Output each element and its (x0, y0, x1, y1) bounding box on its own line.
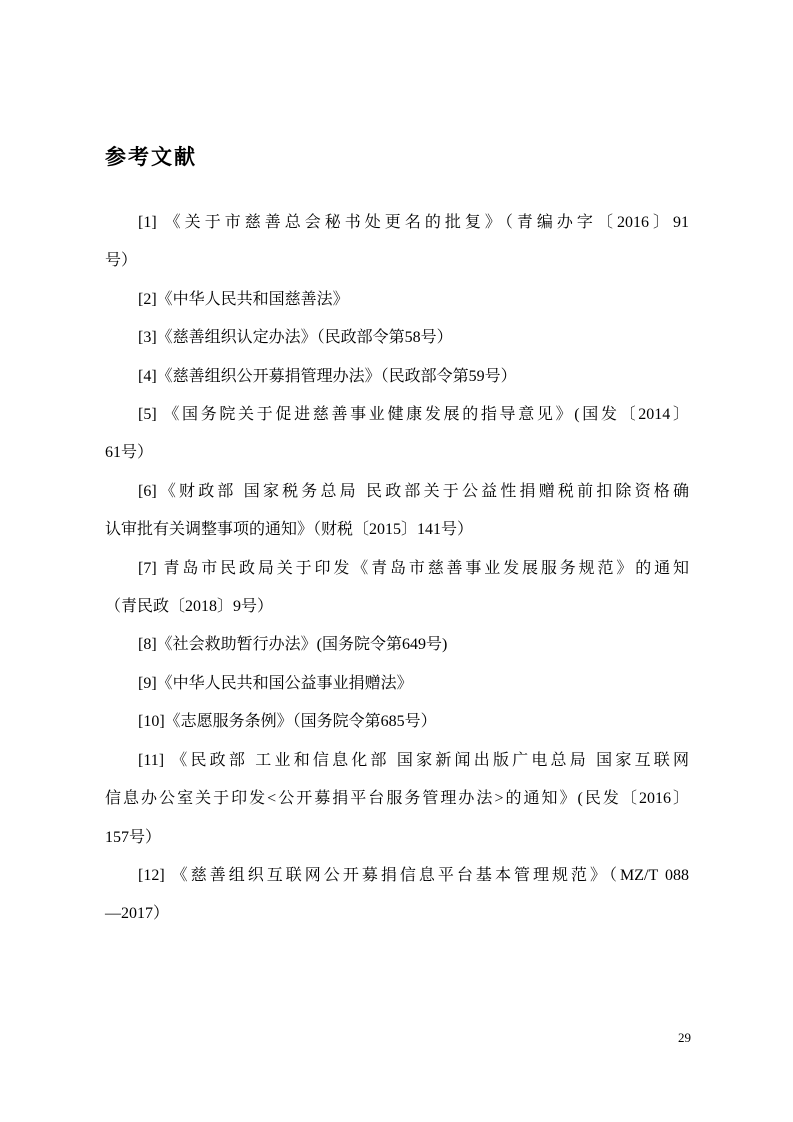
reference-11-line-3: 157号） (105, 828, 162, 846)
references-list (105, 204, 689, 934)
reference-4-line-1: [4]《慈善组织公开募捐管理办法》（民政部令第59号） (138, 367, 517, 385)
reference-2-line-1: [2]《中华人民共和国慈善法》 (138, 290, 349, 308)
page-title: 参考文献 (105, 146, 197, 169)
reference-8-line-1: [8]《社会救助暂行办法》(国务院令第649号) (138, 636, 448, 654)
reference-6-line-2: 认审批有关调整事项的通知》（财税〔2015〕141号） (105, 521, 474, 539)
reference-9-line-1: [9]《中华人民共和国公益事业捐赠法》 (138, 674, 413, 692)
reference-3-line-1: [3]《慈善组织认定办法》（民政部令第58号） (138, 329, 453, 347)
reference-11-line-2: 信息办公室关于印发<公开募捐平台服务管理办法>的通知》(民发〔2016〕 (105, 790, 689, 808)
reference-11-line-1: [11] 《民政部 工业和信息化部 国家新闻出版广电总局 国家互联网 (138, 751, 689, 769)
reference-1-line-2: 号） (105, 252, 138, 270)
reference-12-line-2: —2017） (105, 905, 170, 923)
reference-10-line-1: [10]《志愿服务条例》（国务院令第685号） (138, 713, 437, 731)
reference-6-line-1: [6]《财政部 国家税务总局 民政部关于公益性捐赠税前扣除资格确 (138, 482, 689, 500)
page-number: 29 (678, 1030, 691, 1045)
reference-5-line-2: 61号） (105, 444, 154, 462)
reference-7-line-2: （青民政〔2018〕9号） (105, 598, 274, 616)
reference-12-line-1: [12] 《慈善组织互联网公开募捐信息平台基本管理规范》（MZ/T 088 (138, 866, 689, 884)
reference-5-line-1: [5] 《国务院关于促进慈善事业健康发展的指导意见》(国发〔2014〕 (138, 406, 689, 424)
reference-1-line-1: [1] 《关于市慈善总会秘书处更名的批复》（青编办字〔2016〕91 (138, 214, 689, 231)
reference-7-line-1: [7] 青岛市民政局关于印发《青岛市慈善事业发展服务规范》的通知 (138, 559, 689, 577)
